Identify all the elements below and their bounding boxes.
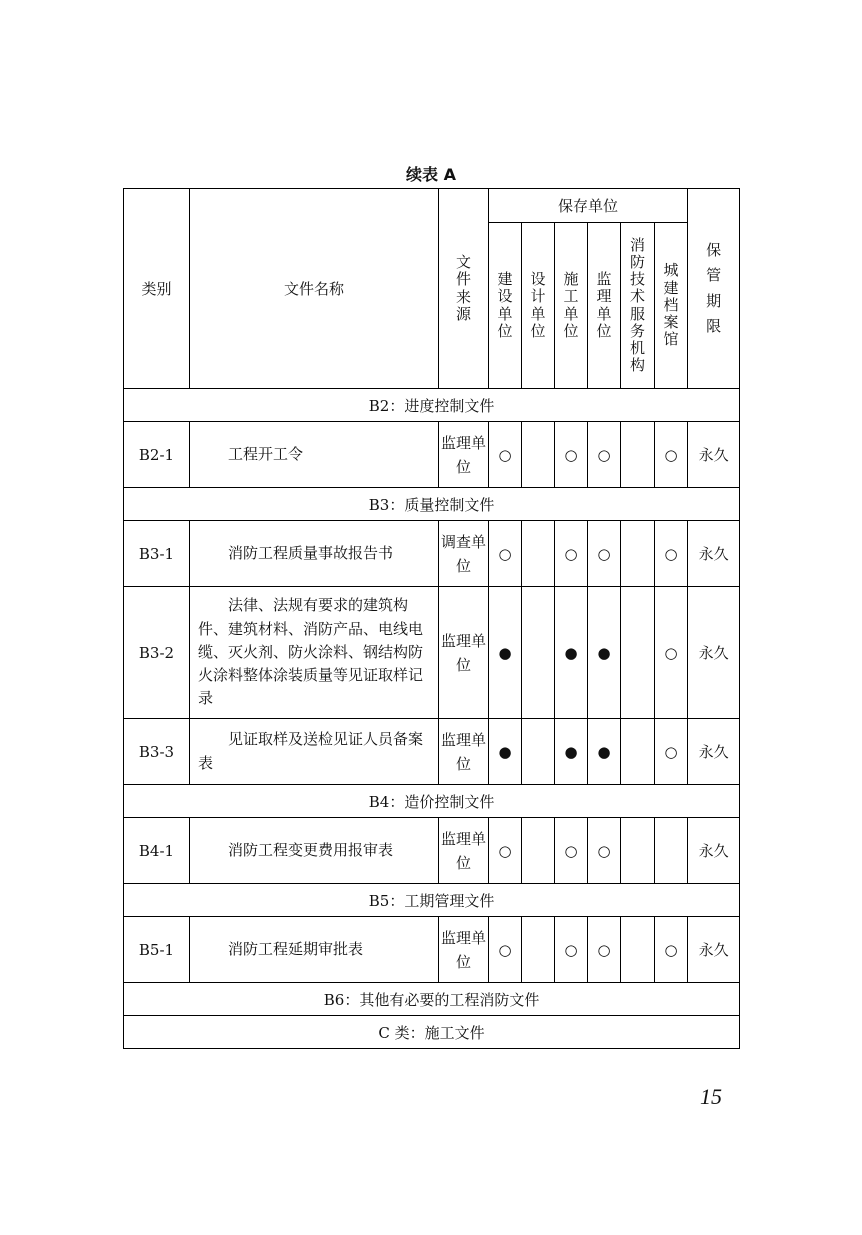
row-mark: ○ — [588, 422, 621, 488]
section-b4: B4：造价控制文件 — [124, 785, 740, 818]
row-source: 监理单位 — [439, 917, 489, 983]
table-row — [124, 587, 740, 719]
section-b6: B6：其他有必要的工程消防文件 — [124, 983, 740, 1016]
row-name: 消防工程变更费用报审表 — [190, 818, 439, 884]
row-mark — [522, 917, 555, 983]
page-number: 15 — [700, 1084, 722, 1109]
row-mark: ○ — [489, 818, 522, 884]
table-row — [124, 917, 740, 983]
row-period: 永久 — [688, 818, 740, 884]
table-row — [124, 422, 740, 488]
row-source: 监理单位 — [439, 818, 489, 884]
header-file-name: 文件名称 — [190, 189, 439, 389]
header-category: 类别 — [124, 189, 190, 389]
row-mark: ○ — [489, 521, 522, 587]
row-mark: ● — [588, 719, 621, 785]
row-mark: ○ — [655, 422, 688, 488]
row-mark: ○ — [655, 917, 688, 983]
row-mark — [621, 818, 655, 884]
row-mark: ○ — [655, 719, 688, 785]
section-b3: B3：质量控制文件 — [124, 488, 740, 521]
records-table — [123, 188, 740, 1049]
row-name: 见证取样及送检见证人员备案表 — [190, 719, 439, 785]
section-c: C 类：施工文件 — [124, 1016, 740, 1049]
row-mark: ○ — [555, 917, 588, 983]
row-period: 永久 — [688, 587, 740, 719]
row-mark: ○ — [588, 818, 621, 884]
header-unit-archives: 城建档案馆 — [655, 223, 688, 389]
row-mark: ○ — [588, 521, 621, 587]
row-period: 永久 — [688, 521, 740, 587]
row-mark — [522, 521, 555, 587]
row-mark: ● — [489, 719, 522, 785]
table-row — [124, 719, 740, 785]
row-period: 永久 — [688, 917, 740, 983]
row-mark — [522, 422, 555, 488]
row-mark: ○ — [555, 521, 588, 587]
header-unit-design: 设计单位 — [522, 223, 555, 389]
table-row — [124, 521, 740, 587]
row-mark: ○ — [588, 917, 621, 983]
row-period: 永久 — [688, 719, 740, 785]
row-name: 法律、法规有要求的建筑构件、建筑材料、消防产品、电线电缆、灭火剂、防火涂料、钢结构防火涂料整体涂装质量等见证取样记录 — [190, 587, 439, 719]
row-name: 工程开工令 — [190, 422, 439, 488]
row-mark: ● — [588, 587, 621, 719]
header-unit-supervision: 监理单位 — [588, 223, 621, 389]
row-mark: ○ — [655, 521, 688, 587]
row-code: B4-1 — [124, 818, 190, 884]
row-mark — [522, 818, 555, 884]
header-unit-construction: 建设单位 — [489, 223, 522, 389]
header-unit-builder: 施工单位 — [555, 223, 588, 389]
row-source: 调查单位 — [439, 521, 489, 587]
row-code: B3-1 — [124, 521, 190, 587]
row-source: 监理单位 — [439, 719, 489, 785]
row-name: 消防工程延期审批表 — [190, 917, 439, 983]
row-mark: ○ — [655, 587, 688, 719]
table-row — [124, 818, 740, 884]
row-mark: ● — [555, 719, 588, 785]
row-mark: ○ — [489, 917, 522, 983]
row-mark: ○ — [555, 818, 588, 884]
header-unit-fire-service: 消防技术服务机构 — [621, 223, 655, 389]
row-mark — [621, 917, 655, 983]
row-period: 永久 — [688, 422, 740, 488]
row-source: 监理单位 — [439, 422, 489, 488]
row-mark — [522, 587, 555, 719]
row-mark — [522, 719, 555, 785]
row-mark: ○ — [555, 422, 588, 488]
row-mark — [621, 587, 655, 719]
row-code: B5-1 — [124, 917, 190, 983]
row-mark — [621, 521, 655, 587]
header-period: 保管期限 — [688, 189, 740, 389]
row-code: B2-1 — [124, 422, 190, 488]
row-mark — [621, 422, 655, 488]
table-title: 续表 A — [406, 165, 456, 184]
section-b5: B5：工期管理文件 — [124, 884, 740, 917]
row-mark — [621, 719, 655, 785]
row-mark: ● — [555, 587, 588, 719]
row-source: 监理单位 — [439, 587, 489, 719]
row-mark: ● — [489, 587, 522, 719]
section-b2: B2：进度控制文件 — [124, 389, 740, 422]
row-code: B3-3 — [124, 719, 190, 785]
header-source: 文件来源 — [439, 189, 489, 389]
row-mark: ○ — [489, 422, 522, 488]
row-mark — [655, 818, 688, 884]
header-keep-unit: 保存单位 — [489, 189, 688, 223]
row-name: 消防工程质量事故报告书 — [190, 521, 439, 587]
row-code: B3-2 — [124, 587, 190, 719]
